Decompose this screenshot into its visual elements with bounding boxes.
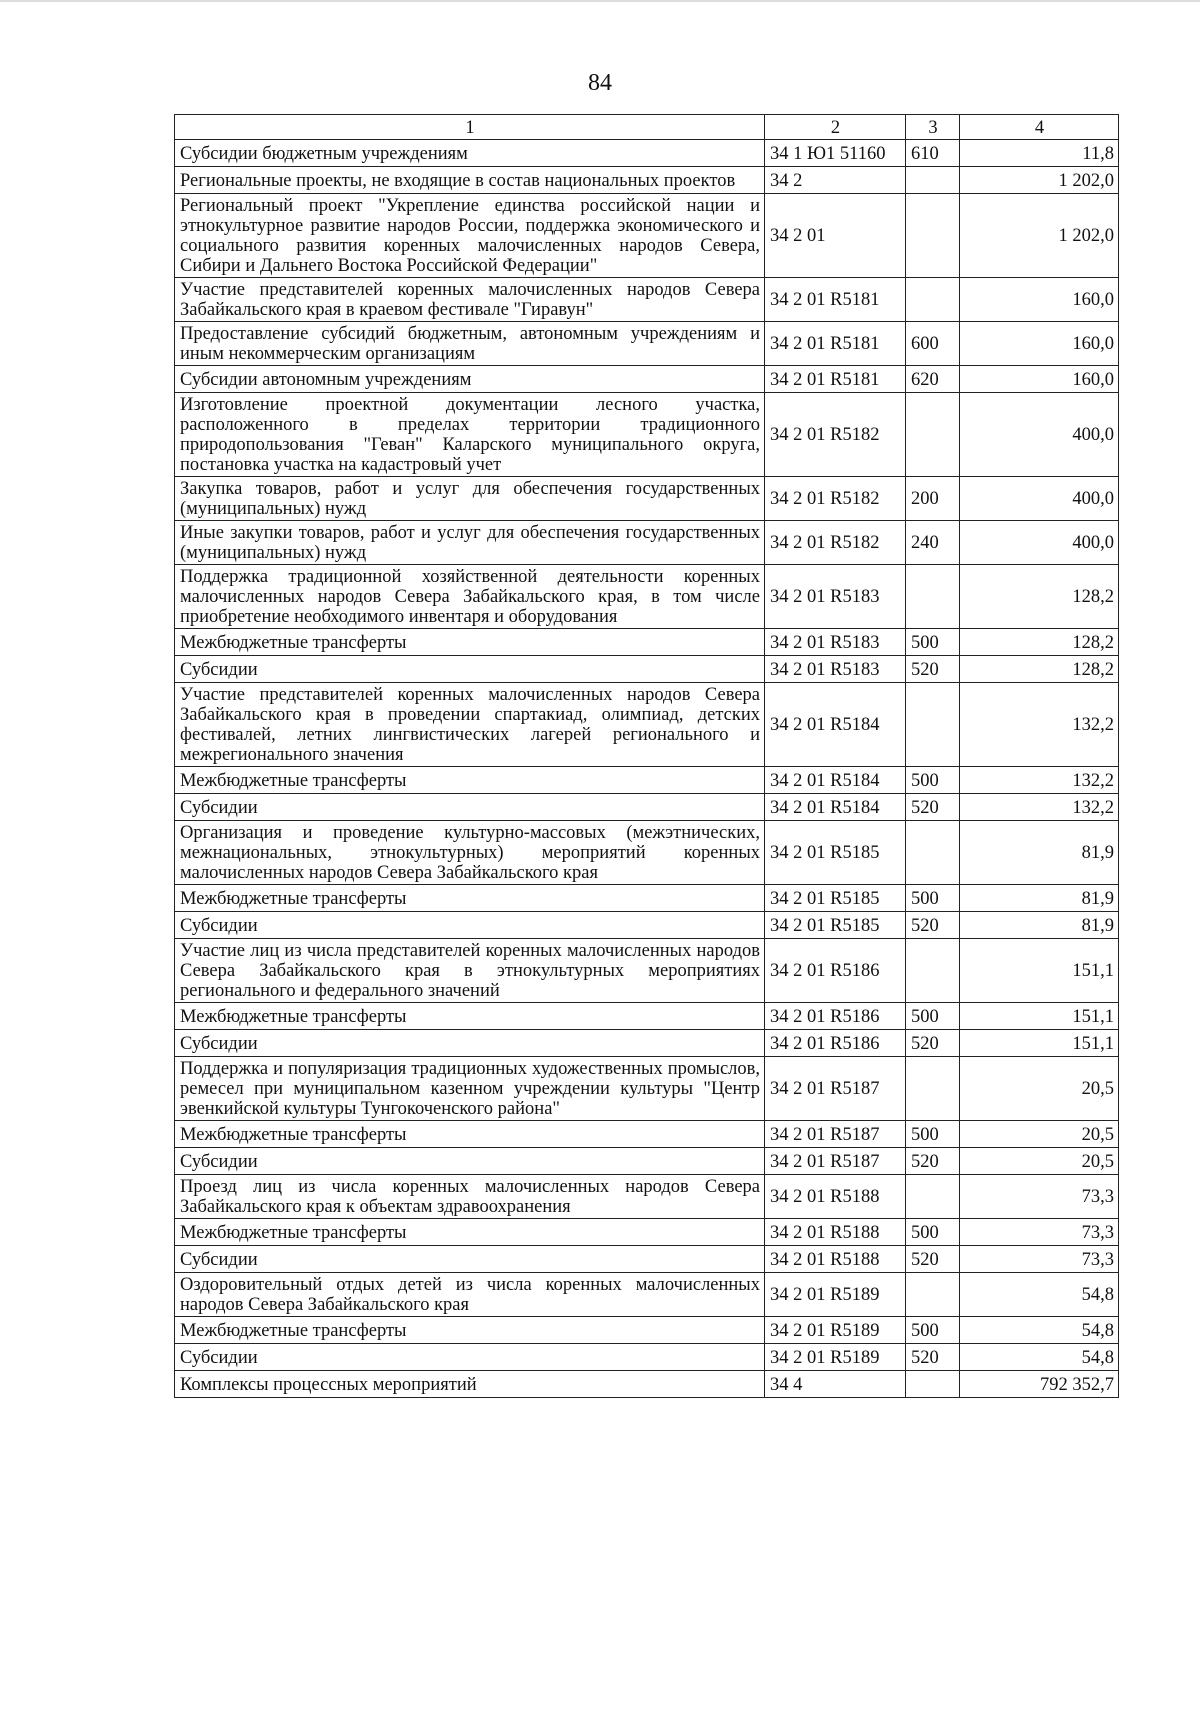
row-amount-cell: 132,2 xyxy=(960,683,1119,767)
scan-edge-line xyxy=(0,0,1200,2)
table-row xyxy=(175,1219,1119,1246)
table-row xyxy=(175,1057,1119,1121)
table-row xyxy=(175,565,1119,629)
row-amount-cell: 132,2 xyxy=(960,767,1119,794)
table-row xyxy=(175,794,1119,821)
row-expense-type-cell xyxy=(906,1175,960,1219)
row-expense-type-cell xyxy=(906,1057,960,1121)
row-expense-type-cell: 500 xyxy=(906,1317,960,1344)
row-amount-cell: 73,3 xyxy=(960,1246,1119,1273)
row-code-cell: 34 2 01 R5185 xyxy=(765,912,906,939)
table-row xyxy=(175,1246,1119,1273)
row-code-cell: 34 2 01 R5182 xyxy=(765,521,906,565)
row-code-cell: 34 2 01 R5187 xyxy=(765,1121,906,1148)
row-expense-type-cell: 500 xyxy=(906,1121,960,1148)
row-amount-cell: 54,8 xyxy=(960,1273,1119,1317)
row-expense-type-cell: 610 xyxy=(906,140,960,167)
row-name-cell: Иные закупки товаров, работ и услуг для обеспечения государственных (муниципальных) нужд xyxy=(175,521,765,565)
row-expense-type-cell xyxy=(906,167,960,194)
row-expense-type-cell xyxy=(906,683,960,767)
row-expense-type-cell: 200 xyxy=(906,477,960,521)
row-name-cell: Региональный проект "Укрепление единства российской нации и этнокультурное развитие народов России, поддержка экономического и социального развития коренных малочисленных народов Севера, Сибири и Дальнего Востока Российской Федерации" xyxy=(175,194,765,278)
row-code-cell: 34 2 01 R5181 xyxy=(765,278,906,322)
row-code-cell: 34 2 01 R5183 xyxy=(765,629,906,656)
row-amount-cell: 73,3 xyxy=(960,1219,1119,1246)
column-header-expense-type: 3 xyxy=(906,115,960,140)
row-code-cell: 34 2 01 R5186 xyxy=(765,939,906,1003)
table-row xyxy=(175,393,1119,477)
table-row xyxy=(175,1148,1119,1175)
row-name-cell: Поддержка традиционной хозяйственной деятельности коренных малочисленных народов Севера Забайкальского края, в том числе приобретение необходимого инвентаря и оборудования xyxy=(175,565,765,629)
row-expense-type-cell xyxy=(906,939,960,1003)
row-code-cell: 34 2 01 R5189 xyxy=(765,1344,906,1371)
row-amount-cell: 400,0 xyxy=(960,393,1119,477)
row-code-cell: 34 2 01 R5186 xyxy=(765,1030,906,1057)
row-code-cell: 34 2 01 R5187 xyxy=(765,1148,906,1175)
row-name-cell: Субсидии бюджетным учреждениям xyxy=(175,140,765,167)
table-row xyxy=(175,767,1119,794)
row-amount-cell: 1 202,0 xyxy=(960,167,1119,194)
row-amount-cell: 73,3 xyxy=(960,1175,1119,1219)
table-row xyxy=(175,366,1119,393)
row-amount-cell: 11,8 xyxy=(960,140,1119,167)
row-code-cell: 34 2 01 R5189 xyxy=(765,1317,906,1344)
table-row xyxy=(175,629,1119,656)
table-row xyxy=(175,1344,1119,1371)
row-amount-cell: 54,8 xyxy=(960,1344,1119,1371)
table-row xyxy=(175,821,1119,885)
row-code-cell: 34 2 01 R5181 xyxy=(765,322,906,366)
row-name-cell: Участие лиц из числа представителей коренных малочисленных народов Севера Забайкальского края в этнокультурных мероприятиях регионального и федерального значений xyxy=(175,939,765,1003)
row-expense-type-cell: 500 xyxy=(906,1003,960,1030)
row-name-cell: Межбюджетные трансферты xyxy=(175,1317,765,1344)
column-header-amount: 4 xyxy=(960,115,1119,140)
row-amount-cell: 160,0 xyxy=(960,366,1119,393)
row-name-cell: Межбюджетные трансферты xyxy=(175,885,765,912)
row-amount-cell: 132,2 xyxy=(960,794,1119,821)
row-expense-type-cell: 520 xyxy=(906,1246,960,1273)
row-code-cell: 34 2 01 R5188 xyxy=(765,1175,906,1219)
row-expense-type-cell: 500 xyxy=(906,767,960,794)
table-row xyxy=(175,1371,1119,1398)
row-code-cell: 34 2 01 R5184 xyxy=(765,683,906,767)
row-name-cell: Субсидии автономным учреждениям xyxy=(175,366,765,393)
row-code-cell: 34 2 01 R5185 xyxy=(765,885,906,912)
row-name-cell: Участие представителей коренных малочисленных народов Севера Забайкальского края в краевом фестивале "Гиравун" xyxy=(175,278,765,322)
row-name-cell: Организация и проведение культурно-массовых (межэтнических, межнациональных, этнокультурных) мероприятий коренных малочисленных народов Севера Забайкальского края xyxy=(175,821,765,885)
row-code-cell: 34 2 01 R5189 xyxy=(765,1273,906,1317)
row-amount-cell: 160,0 xyxy=(960,322,1119,366)
row-code-cell: 34 4 xyxy=(765,1371,906,1398)
row-expense-type-cell: 520 xyxy=(906,912,960,939)
row-name-cell: Межбюджетные трансферты xyxy=(175,629,765,656)
row-expense-type-cell xyxy=(906,194,960,278)
row-amount-cell: 400,0 xyxy=(960,521,1119,565)
table-row xyxy=(175,1317,1119,1344)
table-row xyxy=(175,1003,1119,1030)
page-number: 84 xyxy=(588,70,612,96)
row-code-cell: 34 1 Ю1 51160 xyxy=(765,140,906,167)
row-expense-type-cell: 620 xyxy=(906,366,960,393)
row-code-cell: 34 2 01 R5184 xyxy=(765,767,906,794)
row-amount-cell: 400,0 xyxy=(960,477,1119,521)
row-code-cell: 34 2 01 R5182 xyxy=(765,393,906,477)
row-expense-type-cell xyxy=(906,565,960,629)
table-header-row xyxy=(175,115,1119,140)
row-code-cell: 34 2 01 R5183 xyxy=(765,656,906,683)
row-expense-type-cell: 520 xyxy=(906,1344,960,1371)
row-name-cell: Субсидии xyxy=(175,1030,765,1057)
table-row xyxy=(175,1273,1119,1317)
table-row xyxy=(175,140,1119,167)
row-name-cell: Региональные проекты, не входящие в состав национальных проектов xyxy=(175,167,765,194)
row-expense-type-cell xyxy=(906,278,960,322)
table-row xyxy=(175,194,1119,278)
table-row xyxy=(175,656,1119,683)
table-row xyxy=(175,912,1119,939)
row-expense-type-cell: 600 xyxy=(906,322,960,366)
row-expense-type-cell xyxy=(906,1371,960,1398)
table-row xyxy=(175,1175,1119,1219)
table-row xyxy=(175,683,1119,767)
row-name-cell: Проезд лиц из числа коренных малочисленных народов Севера Забайкальского края к объектам здравоохранения xyxy=(175,1175,765,1219)
row-name-cell: Комплексы процессных мероприятий xyxy=(175,1371,765,1398)
row-amount-cell: 81,9 xyxy=(960,885,1119,912)
row-name-cell: Субсидии xyxy=(175,1344,765,1371)
budget-table xyxy=(174,114,1119,1398)
table-body xyxy=(175,140,1119,1398)
row-amount-cell: 160,0 xyxy=(960,278,1119,322)
row-expense-type-cell: 520 xyxy=(906,656,960,683)
row-amount-cell: 1 202,0 xyxy=(960,194,1119,278)
row-amount-cell: 151,1 xyxy=(960,939,1119,1003)
row-code-cell: 34 2 xyxy=(765,167,906,194)
row-amount-cell: 128,2 xyxy=(960,565,1119,629)
row-amount-cell: 151,1 xyxy=(960,1003,1119,1030)
table-row xyxy=(175,521,1119,565)
row-code-cell: 34 2 01 R5186 xyxy=(765,1003,906,1030)
row-expense-type-cell: 520 xyxy=(906,1030,960,1057)
row-amount-cell: 81,9 xyxy=(960,821,1119,885)
row-code-cell: 34 2 01 R5181 xyxy=(765,366,906,393)
row-amount-cell: 20,5 xyxy=(960,1148,1119,1175)
row-name-cell: Межбюджетные трансферты xyxy=(175,767,765,794)
table-row xyxy=(175,167,1119,194)
row-code-cell: 34 2 01 R5183 xyxy=(765,565,906,629)
row-expense-type-cell: 500 xyxy=(906,629,960,656)
row-name-cell: Межбюджетные трансферты xyxy=(175,1003,765,1030)
row-amount-cell: 151,1 xyxy=(960,1030,1119,1057)
row-expense-type-cell: 500 xyxy=(906,885,960,912)
row-code-cell: 34 2 01 R5188 xyxy=(765,1219,906,1246)
row-code-cell: 34 2 01 R5182 xyxy=(765,477,906,521)
row-expense-type-cell xyxy=(906,821,960,885)
row-name-cell: Оздоровительный отдых детей из числа коренных малочисленных народов Севера Забайкальского края xyxy=(175,1273,765,1317)
table-row xyxy=(175,939,1119,1003)
table-row xyxy=(175,278,1119,322)
row-amount-cell: 128,2 xyxy=(960,656,1119,683)
row-amount-cell: 20,5 xyxy=(960,1057,1119,1121)
row-name-cell: Участие представителей коренных малочисленных народов Севера Забайкальского края в проведении спартакиад, олимпиад, детских фестивалей, летних лингвистических лагерей регионального и межрегионального значения xyxy=(175,683,765,767)
table-row xyxy=(175,477,1119,521)
row-name-cell: Межбюджетные трансферты xyxy=(175,1219,765,1246)
row-code-cell: 34 2 01 xyxy=(765,194,906,278)
row-name-cell: Субсидии xyxy=(175,1148,765,1175)
row-name-cell: Поддержка и популяризация традиционных художественных промыслов, ремесел при муниципальном казенном учреждении культуры "Центр эвенкийской культуры Тунгокоченского района" xyxy=(175,1057,765,1121)
row-name-cell: Межбюджетные трансферты xyxy=(175,1121,765,1148)
column-header-code: 2 xyxy=(765,115,906,140)
row-expense-type-cell: 520 xyxy=(906,1148,960,1175)
row-name-cell: Закупка товаров, работ и услуг для обеспечения государственных (муниципальных) нужд xyxy=(175,477,765,521)
row-name-cell: Субсидии xyxy=(175,794,765,821)
row-code-cell: 34 2 01 R5188 xyxy=(765,1246,906,1273)
row-code-cell: 34 2 01 R5187 xyxy=(765,1057,906,1121)
row-name-cell: Субсидии xyxy=(175,912,765,939)
row-code-cell: 34 2 01 R5184 xyxy=(765,794,906,821)
row-expense-type-cell xyxy=(906,393,960,477)
row-name-cell: Субсидии xyxy=(175,656,765,683)
row-name-cell: Субсидии xyxy=(175,1246,765,1273)
table-row xyxy=(175,322,1119,366)
row-expense-type-cell xyxy=(906,1273,960,1317)
row-amount-cell: 792 352,7 xyxy=(960,1371,1119,1398)
table-row xyxy=(175,1121,1119,1148)
row-amount-cell: 128,2 xyxy=(960,629,1119,656)
row-code-cell: 34 2 01 R5185 xyxy=(765,821,906,885)
row-name-cell: Предоставление субсидий бюджетным, автономным учреждениям и иным некоммерческим организациям xyxy=(175,322,765,366)
row-expense-type-cell: 240 xyxy=(906,521,960,565)
table-row xyxy=(175,1030,1119,1057)
row-name-cell: Изготовление проектной документации лесного участка, расположенного в пределах территории традиционного природопользования "Геван" Каларского муниципального округа, постановка участка на кадастровый учет xyxy=(175,393,765,477)
table-row xyxy=(175,885,1119,912)
row-amount-cell: 20,5 xyxy=(960,1121,1119,1148)
row-amount-cell: 81,9 xyxy=(960,912,1119,939)
row-expense-type-cell: 500 xyxy=(906,1219,960,1246)
row-expense-type-cell: 520 xyxy=(906,794,960,821)
row-amount-cell: 54,8 xyxy=(960,1317,1119,1344)
column-header-name: 1 xyxy=(175,115,765,140)
